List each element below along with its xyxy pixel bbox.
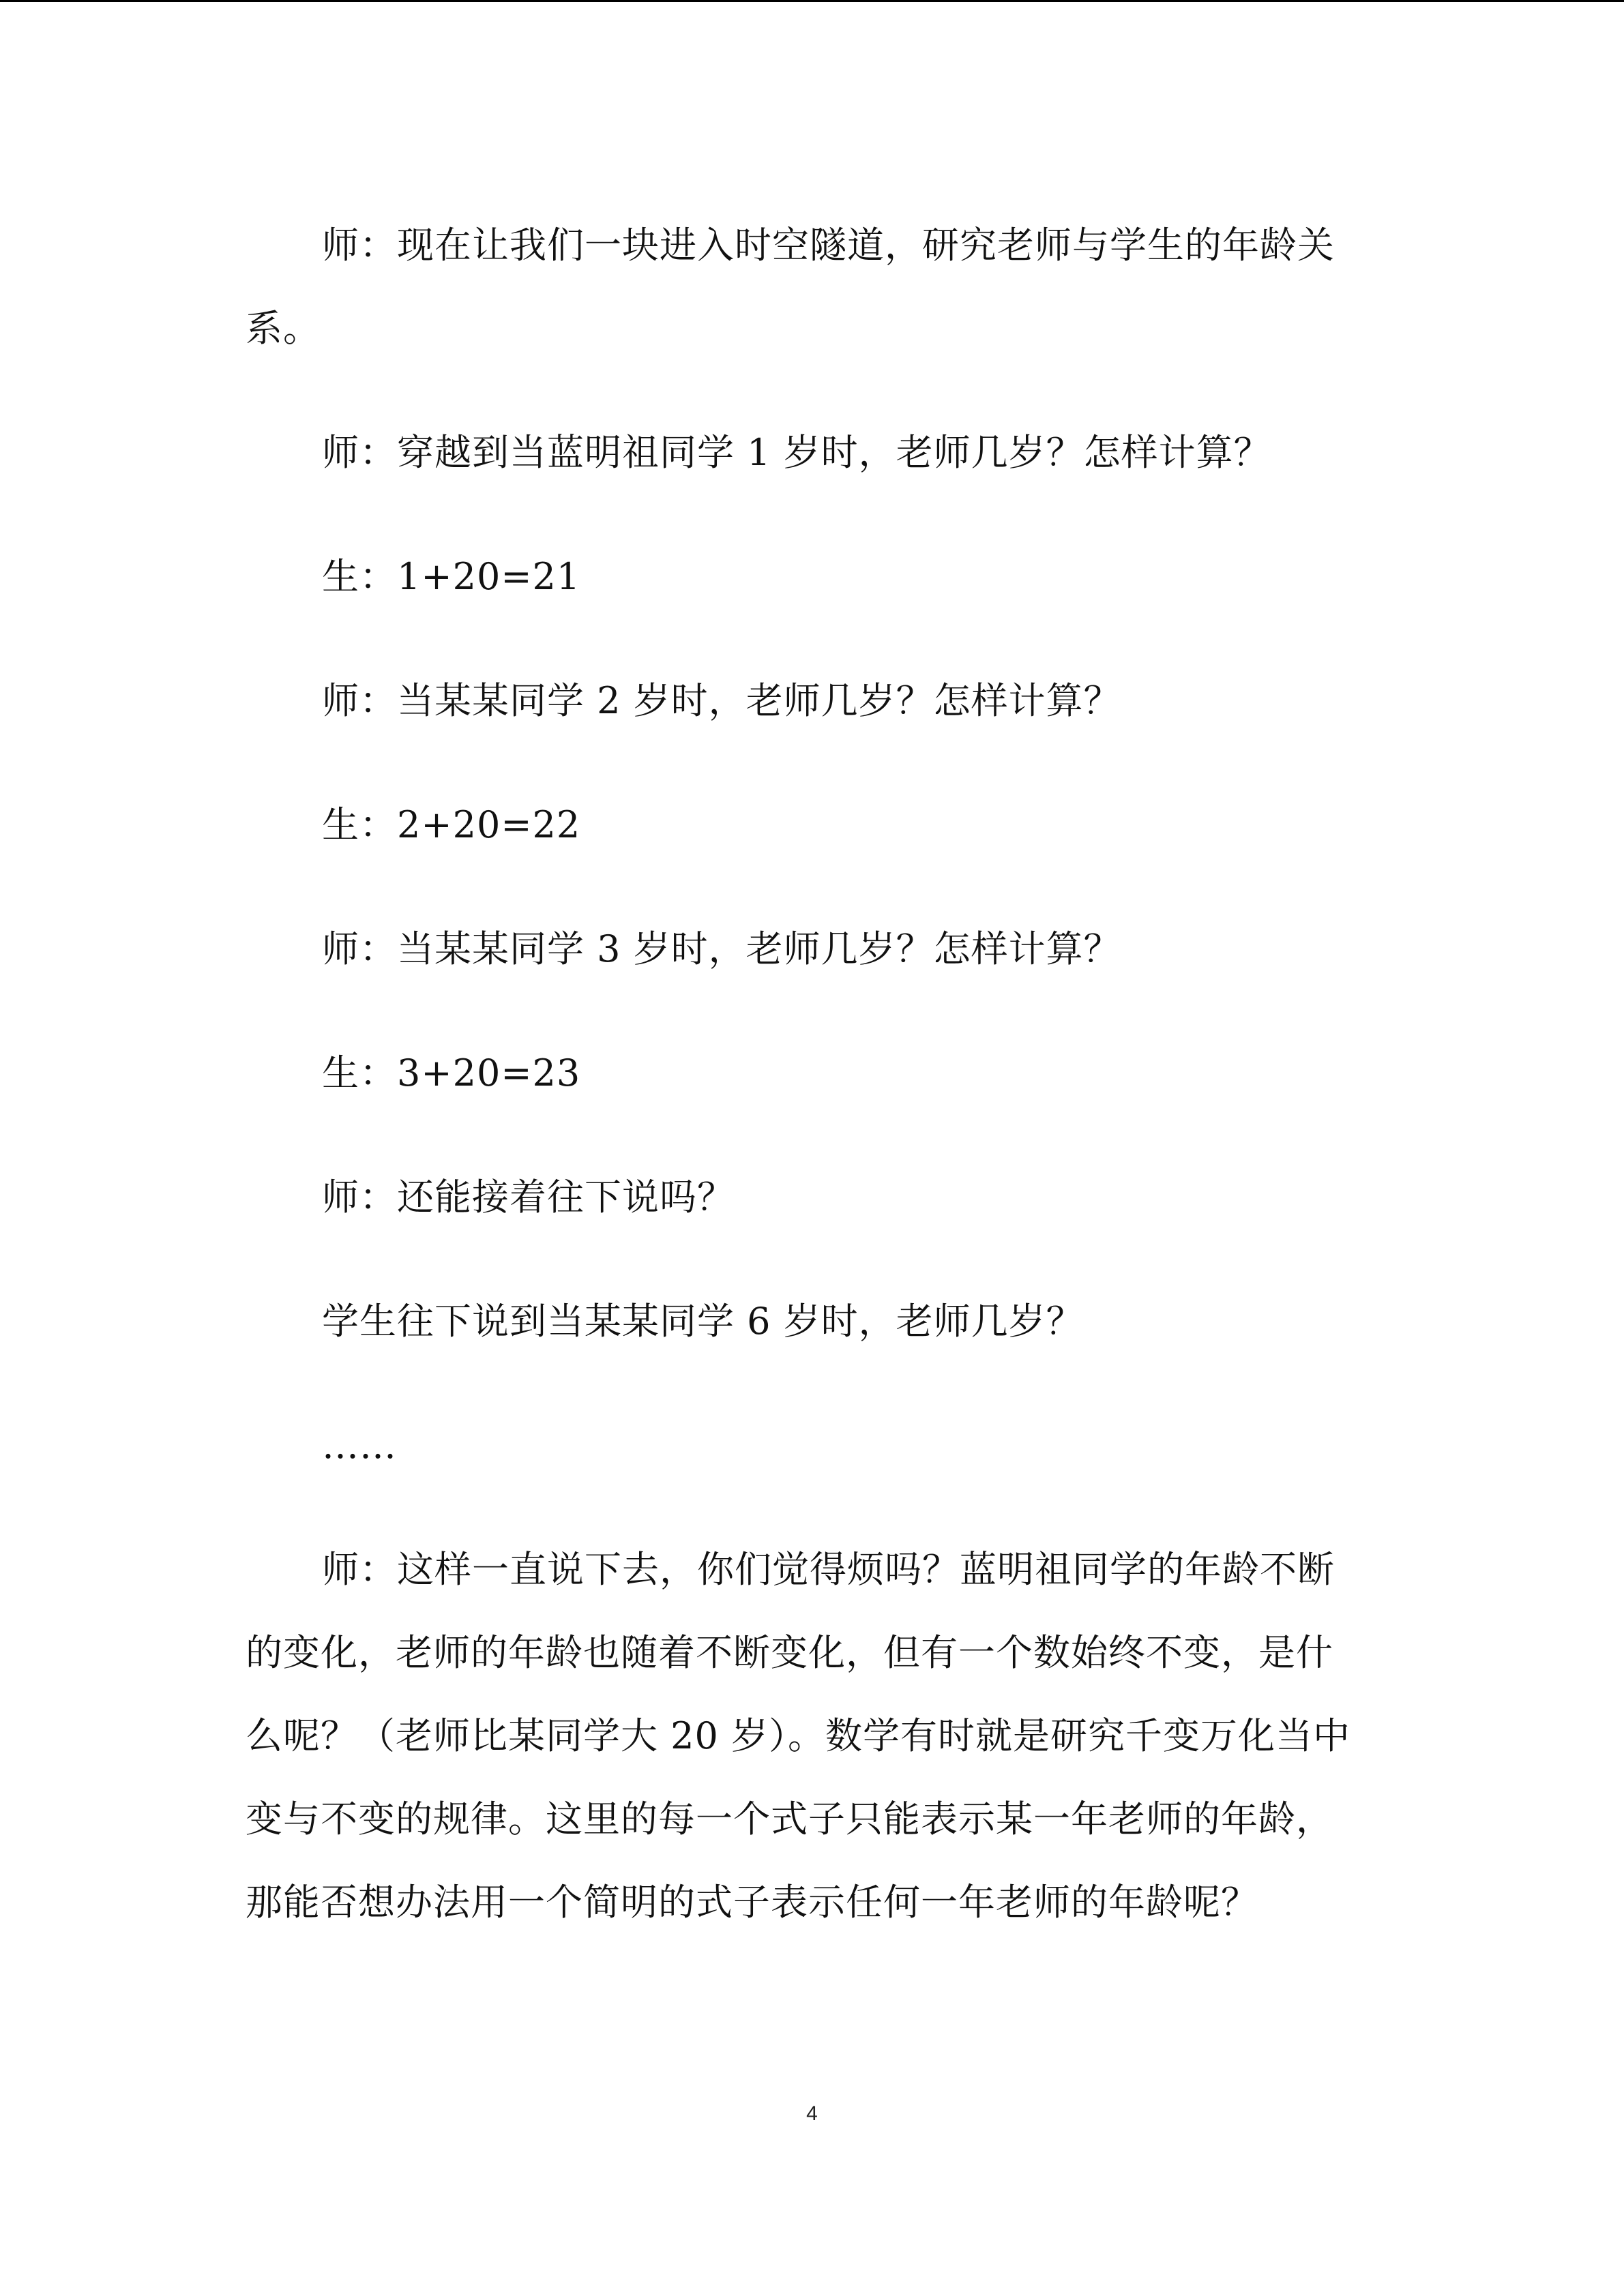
paragraph-line: 的变化，老师的年龄也随着不断变化，但有一个数始终不变，是什	[246, 1631, 1333, 1674]
paragraph-teacher-summary	[246, 1528, 1378, 1944]
paragraph-ellipsis	[246, 1404, 1378, 1487]
paragraph-line: ……	[322, 1424, 397, 1467]
paragraph-line: 师：当某某同学 2 岁时，老师几岁？怎样计算？	[322, 679, 1121, 722]
paragraph-student-continue	[246, 1280, 1378, 1363]
paragraph-line: 师：现在让我们一块进入时空隧道，研究老师与学生的年龄关	[322, 224, 1335, 267]
document-body	[246, 204, 1378, 1985]
paragraph-line: 系。	[246, 307, 321, 350]
paragraph-line: 学生往下说到当某某同学 6 岁时，老师几岁？	[322, 1300, 1084, 1343]
paragraph-line: 么呢？（老师比某同学大 20 岁）。数学有时就是研究千变万化当中	[246, 1714, 1351, 1757]
paragraph-teacher-question-1	[246, 411, 1378, 494]
paragraph-line: 师：当某某同学 3 岁时，老师几岁？怎样计算？	[322, 927, 1121, 970]
paragraph-teacher-question-2	[246, 659, 1378, 743]
paragraph-line: 生：1+20=21	[322, 555, 581, 598]
paragraph-student-answer-3	[246, 1032, 1378, 1115]
paragraph-line: 师：还能接着往下说吗？	[322, 1176, 735, 1219]
paragraph-line: 生：2+20=22	[322, 803, 581, 846]
paragraph-student-answer-1	[246, 535, 1378, 618]
paragraph-line: 变与不变的规律。这里的每一个式子只能表示某一年老师的年龄，	[246, 1798, 1333, 1840]
page-number: 4	[806, 2102, 818, 2125]
paragraph-line: 生：3+20=23	[322, 1052, 581, 1094]
paragraph-teacher-intro	[246, 204, 1378, 370]
paragraph-line: 师：这样一直说下去，你们觉得烦吗？蓝明祖同学的年龄不断	[322, 1548, 1335, 1591]
paragraph-student-answer-2	[246, 784, 1378, 867]
paragraph-teacher-continue	[246, 1156, 1378, 1239]
paragraph-teacher-question-3	[246, 908, 1378, 991]
paragraph-line: 那能否想办法用一个简明的式子表示任何一年老师的年龄呢？	[246, 1881, 1258, 1924]
paragraph-line: 师：穿越到当蓝明祖同学 1 岁时，老师几岁？怎样计算？	[322, 431, 1271, 474]
